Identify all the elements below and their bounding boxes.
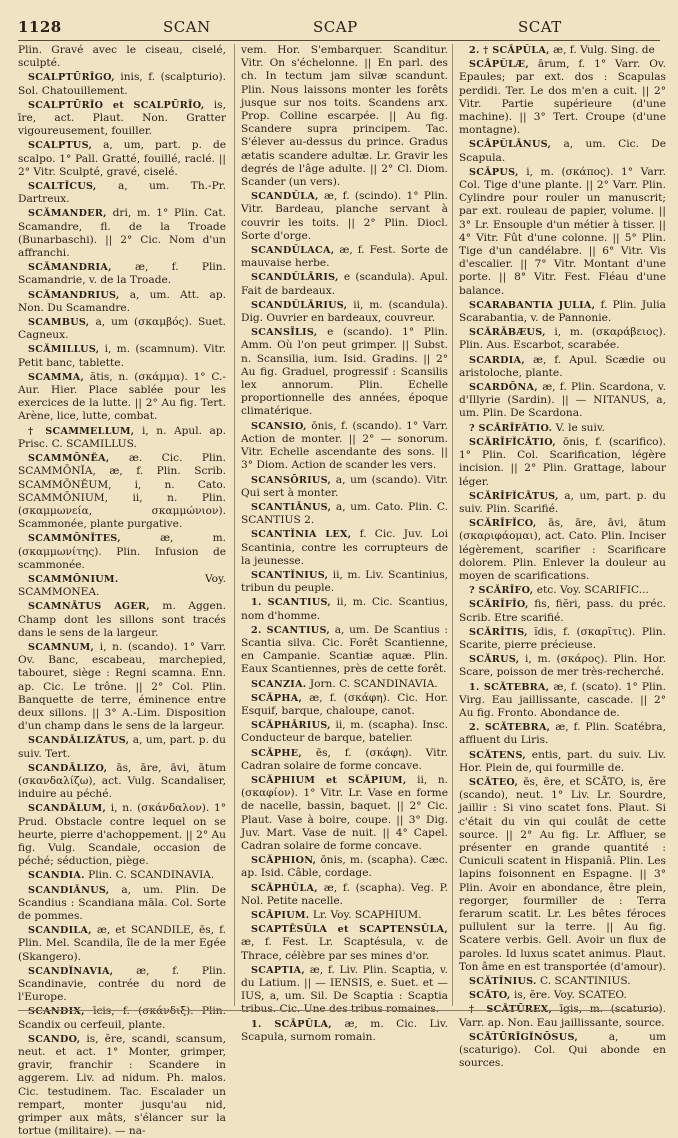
entry-headword: SCANDILA, (28, 925, 92, 937)
entry-headword: SCANSŌRIUS, (251, 474, 332, 486)
dictionary-entry (241, 692, 448, 718)
entry-definition: ōnis, f. (scarifico). 1° Plin. Col. Scarification, légère incision. || 2° Plin. Grattage, labour léger. (459, 435, 666, 488)
entry-definition: īgis, m. (scaturio). Varr. ap. Non. Eau jaillissante, source. (459, 1003, 666, 1029)
dictionary-entry (18, 139, 226, 179)
entry-headword: SCĂMILLUS, (28, 344, 100, 356)
entry-definition: e (scando). 1° Plin. Amm. Où l'on peut grimper. || Subst. n. Scansilia, ium. Isid. Gradins. || 2° Au fig. Graduel, progressif : Scansilis lex annorum. Plin. Echelle proportionnelle des années, époque climatérique. (241, 326, 448, 418)
entry-definition: æ, f. (scapha). Veg. P. Nol. Petite nacelle. (241, 881, 448, 907)
entry-headword: SCĀTO, (469, 990, 511, 1002)
entry-definition: fis, fiĕri, pass. du préc. Scrib. Etre scarifié. (459, 598, 666, 624)
dictionary-entry (18, 573, 226, 599)
entry-headword: 2. SCANTIUS, (251, 624, 330, 636)
entry-definition: i, m. (σκάρος). Plin. Hor. Scare, poisson de mer très-recherché. (459, 653, 667, 679)
dictionary-entry (459, 681, 666, 721)
dictionary-entry (241, 964, 448, 1017)
dictionary-entry (459, 436, 666, 489)
column-1 (18, 44, 227, 1138)
dictionary-entry (459, 584, 666, 597)
dictionary-entry (459, 626, 666, 652)
entry-headword: SCĂTENS, (469, 749, 527, 761)
dictionary-entry (459, 975, 666, 988)
entry-headword: SCARABANTIA JULIA, (469, 299, 596, 311)
running-head-middle: SCAP (313, 18, 358, 36)
dictionary-entry (459, 1031, 666, 1071)
dictionary-entry (459, 138, 666, 164)
entry-definition: a, um (σκαμβός). Suet. Cagneux. (18, 316, 227, 342)
entry-headword: SCANDŬLACA, (251, 245, 335, 257)
dictionary-entry (18, 44, 226, 70)
entry-headword: SCANTIĀNUS, (251, 501, 332, 513)
entry-definition: a, um. Cato. Plin. C. SCANTIUS 2. (241, 500, 448, 527)
entry-definition: æ, f. Liv. Plin. Scaptia, v. du Latium. || — IENSIS, e. Suet. et — IUS, a, um. Sil. De Scaptia : Scaptia tribus. Cic. Une des tribus romaines. (241, 963, 448, 1016)
dictionary-entry (18, 532, 226, 572)
entry-definition: æ, et SCANDILE, ēs, f. Plin. Mel. Scandila, île de la mer Egée (Skangero). (18, 924, 226, 963)
entry-headword: SCĂMANDRIA, (28, 262, 112, 274)
dictionary-entry (241, 44, 448, 189)
entry-definition: a, um, part. p. de scalpo. 1° Pall. Gratté, fouillé, raclé. || 2° Vitr. Sculpté, gravé, ciselé. (18, 139, 226, 178)
page-number: 1128 (18, 18, 62, 36)
dictionary-entry (241, 923, 448, 963)
dictionary-entry (241, 624, 448, 677)
entry-headword: SCALPTUS, (28, 140, 93, 152)
entry-headword: 1. SCANTIUS, (251, 597, 332, 609)
entry-headword: SCĀTŪRĪGĬNŌSUS, (469, 1031, 578, 1043)
dictionary-entry (459, 354, 666, 380)
dictionary-entry (241, 678, 448, 691)
entry-definition: i, m. (scamnum). Vitr. Petit banc, tablette. (18, 343, 227, 369)
entry-headword: SCAMMŌNIUM. (28, 573, 119, 585)
entry-definition: ēs, f. (σκάφη). Vitr. Cadran solaire de forme concave. (241, 746, 448, 772)
entry-definition: a, um (scando). Vitr. Qui sert à monter. (241, 473, 448, 499)
entry-headword: SCĂPHA, (251, 692, 303, 704)
dictionary-entry (18, 924, 226, 964)
dictionary-entry (18, 802, 226, 868)
entry-headword: SCĂPHE, (251, 747, 303, 759)
dictionary-entry (18, 869, 226, 882)
dictionary-entry (459, 776, 666, 974)
dictionary-entry (241, 747, 448, 773)
entry-definition: dri, m. 1° Plin. Cat. Scamandre, fl. de la Troade (Bunarbaschi). || 2° Cic. Nom d'un affranchi. (18, 207, 226, 260)
entry-headword: SCANDŬLĀRIS, (251, 272, 339, 284)
dictionary-entry (18, 261, 226, 287)
entry-headword: SCALPTŪRĪO et SCALPŪRĪO, (28, 99, 205, 111)
dictionary-entry (459, 326, 666, 352)
entry-definition: ii, m. (scandula). Dig. Ouvrier en bardeaux, couvreur. (241, 298, 448, 325)
entry-headword: SCANDĬNAVIA, (28, 965, 114, 977)
entry-definition: f. Plin. Julia Scarabantia, v. de Pannonie. (459, 298, 667, 325)
entry-definition: a, um. Att. ap. Non. Du Scamandre. (18, 288, 226, 314)
entry-definition: a, um (scaturigo). Col. Qui abonde en sources. (459, 1030, 666, 1070)
dictionary-entry (459, 422, 666, 435)
dictionary-entry (241, 271, 448, 297)
dictionary-entry (241, 596, 448, 622)
dictionary-entry (459, 1003, 666, 1029)
dictionary-entry (18, 99, 226, 139)
dictionary-entry (241, 190, 448, 243)
entry-definition: is, īre, act. Plaut. Non. Gratter vigoureusement, fouiller. (18, 98, 226, 138)
entry-headword: SCANDĂLUM, (28, 803, 107, 815)
dictionary-entry (459, 517, 666, 583)
entry-definition: Plin. Gravé avec le ciseau, ciselé, sculpté. (18, 44, 226, 70)
entry-headword: SCĂRĪFĬCO, (469, 518, 537, 530)
dictionary-entry (18, 600, 226, 640)
entry-headword: SCĂPHIUM et SCĂPIUM, (251, 774, 407, 786)
entry-definition: æ, f. Plin. Scamandrie, v. de la Troade. (18, 261, 226, 287)
entry-headword: SCĂTEO, (469, 776, 519, 788)
entry-definition: ārum, f. 1° Varr. Ov. Epaules; par ext. dos : Scapulas perdidi. Ter. Le dos m'en a cuit. || 2° Vitr. Partie supérieure (d'une machine). || 3° Tert. Croupe (d'une montagne). (459, 58, 666, 137)
dictionary-entry (18, 71, 226, 97)
entry-headword: SCANZIA. (251, 678, 307, 690)
entry-definition: ōnis, m. (scapha). Cæc. ap. Isid. Câble, cordage. (241, 854, 449, 880)
dictionary-entry (459, 381, 666, 421)
dictionary-entry (459, 989, 666, 1002)
entry-headword: ? SCĂRĪFO, (469, 585, 534, 597)
dictionary-entry (18, 343, 226, 369)
entry-definition: etc. Voy. SCARIFIC... (536, 584, 649, 597)
entry-definition: ās, āre, āvi, ātum (σκαριφάομαι), act. Cato. Plin. Inciser légèrement, scarifier : Scarificare dolorem. Plin. Enlever la douleur au moyen de scarifications. (459, 517, 666, 582)
entry-headword: SCANTĬNIUS, (251, 569, 329, 581)
entry-headword: SCANDŬLĀRIUS, (251, 299, 348, 311)
dictionary-entry (241, 1018, 448, 1044)
entry-definition: Lr. Voy. SCAPHIUM. (312, 909, 422, 921)
entry-headword: SCĀPIUM. (251, 910, 310, 921)
column-3 (452, 44, 667, 1070)
dictionary-entry (18, 289, 226, 315)
entry-definition: æ, f. Apul. Scædie ou aristoloche, plante. (459, 353, 666, 379)
entry-definition: ătis, n. (σκάμμα). 1° C.-Aur. Hier. Place sablée pour les exercices de la lutte. || 2° Au fig. Tert. Arène, lice, lutte, combat. (18, 370, 227, 423)
entry-definition: a, um. Plin. De Scandius : Scandiana māla. Col. Sorte de pommes. (18, 883, 226, 922)
entry-headword: SCĂPHŬLA, (251, 882, 318, 894)
dictionary-entry (459, 721, 666, 747)
entry-definition: æ, f. Plin. Scardona, v. d'Illyrie (Sardin). || — NITANUS, a, um. Plin. De Scardona. (459, 381, 666, 420)
header-rule (18, 40, 660, 41)
entry-headword: SCĂRĪFĪO, (469, 599, 529, 611)
dictionary-entry (459, 58, 666, 137)
entry-headword: SCANDĀLIZĀTUS, (28, 735, 130, 747)
entry-definition: vem. Hor. S'embarquer. Scanditur. Vitr. On s'échelonne. || En parl. des ch. In tectum jam silvæ scandunt. Plin. Nous laissons monter les forêts jusque sur nos toits. Scandens arx. Prop. Colline escarpée. || Au fig. Scandere supra principem. Tac. S'élever au-dessus du prince. Gradus ætatis scandere adultæ. Lr. Gravir les degrés de l'âge adulte. || 2° Cl. Diom. Scander (un vers). (241, 44, 448, 189)
dictionary-entry (18, 641, 226, 733)
entry-headword: SCANDIX, (28, 1006, 85, 1018)
entry-headword: SCALPTŪRĪGO, (28, 72, 115, 84)
entry-definition: ōnis, f. (scando). 1° Varr. Action de monter. || 2° — sonorum. Vitr. Echelle ascendante des sons. || 3° Diom. Action de scander les vers. (241, 419, 449, 472)
entry-headword: SCARDIA, (469, 354, 525, 366)
entry-headword: SCAMMA, (28, 371, 85, 383)
dictionary-entry (459, 299, 666, 325)
entry-definition: m. Aggen. Champ dont les sillons sont tracés dans le sens de la largeur. (18, 600, 226, 639)
entry-definition: entis, part. du suiv. Liv. Hor. Plein de, qui fourmille de. (459, 748, 666, 774)
entry-definition: f. Cic. Juv. Loi Scantinia, contre les corrupteurs de la jeunesse. (241, 528, 448, 567)
entry-headword: SCĂRĪFĬCĀTUS, (469, 490, 559, 502)
entry-headword: SCANDŬLA, (251, 191, 319, 203)
entry-definition: i, n. Apul. ap. Prisc. C. SCAMILLUS. (18, 424, 226, 450)
entry-headword: SCĂRĪFĬCĀTIO, (469, 436, 556, 448)
entry-definition: C. SCANTINIUS. (540, 975, 631, 988)
footer-rule (18, 1010, 660, 1011)
entry-definition: ās, āre, āvi, ātum (σκανδαλίζω), act. Vulg. Scandaliser, induire au péché. (18, 761, 226, 801)
dictionary-entry (241, 501, 448, 527)
entry-definition: i, m. (σκάπος). 1° Varr. Col. Tige d'une plante. || 2° Varr. Plin. Cylindre pour rouler un manuscrit; par ext. rouleau de papier, volume. || 3° Lr. Ensouple d'un métier à tisser. || 4° Vitr. Fût d'une colonne. || 5° Plin. Tige d'un candélabre. || 6° Vitr. Vis d'escalier. || 7° Vitr. Montant d'une porte. || 8° Vitr. Fest. Fléau d'une balance. (459, 165, 666, 297)
dictionary-entry (241, 719, 448, 745)
entry-definition: is, ĕre, scandi, scansum, neut. et act. 1° Monter, grimper, gravir, franchir : Scandere in aggerem. Liv. ad nidum. Ph. malos. Cic. testudinem. Tac. Escalader un rempart, monter jusqu'au nid, grimper aux mâts, s'élancer sur la tortue (militaire). — na- (18, 1032, 226, 1138)
entry-headword: SCĀPŬLÆ, (469, 59, 529, 71)
dictionary-entry (241, 909, 448, 922)
entry-headword: † SCAMMELLUM, (28, 425, 135, 437)
dictionary-entry (241, 326, 448, 418)
entry-headword: SCALTĪCUS, (28, 181, 97, 193)
entry-definition: ĭdis, f. (σκαρῖτις). Plin. Scarite, pierre précieuse. (459, 625, 666, 651)
dictionary-entry (241, 854, 448, 880)
dictionary-entry (241, 882, 448, 908)
entry-definition: æ, f. Fest. Sorte de mauvaise herbe. (241, 244, 448, 270)
dictionary-entry (241, 528, 448, 568)
dictionary-entry (18, 762, 226, 802)
dictionary-entry (241, 244, 448, 270)
entry-definition: a, um. De Scantius : Scantia silva. Cic. Forêt Scantienne, en Campanie. Scantiæ aquæ. Plin. Eaux Scantiennes, près de cette forêt. (241, 623, 448, 676)
dictionary-entry (241, 299, 448, 325)
entry-headword: SCĂRUS, (469, 654, 520, 666)
dictionary-entry (18, 452, 226, 531)
dictionary-entry (18, 734, 226, 760)
entry-headword: 2. † SCĀPŬLA, (469, 45, 550, 56)
entry-headword: SCANDĀLIZO, (28, 762, 108, 774)
dictionary-entry (18, 965, 226, 1005)
entry-definition: æ, f. Fest. Lr. Scaptésula, v. de Thrace, célèbre par ses mines d'or. (241, 936, 448, 962)
dictionary-columns (18, 44, 667, 1138)
entry-definition: a, um, part. p. du suiv. Plin. Scarifié. (459, 489, 666, 515)
entry-definition: ii, m. (scapha). Insc. Conducteur de barque, batelier. (241, 719, 448, 745)
entry-headword: SCANDIĀNUS, (28, 884, 110, 896)
entry-headword: SCANSIO, (251, 420, 307, 432)
entry-definition: æ. Cic. Plin. SCAMMŌNĬA, æ, f. Plin. Scrib. SCAMMŌNĔUM, i, n. Cato. SCAMMŌNIUM, ii, n. Plin. (σκαμμωνεία, σκαμμώνιον). Scammonée, plante purgative. (18, 452, 226, 531)
entry-headword: SCĂRĀBÆUS, (469, 327, 546, 339)
entry-definition: æ, f. (scato). 1° Plin. Virg. Eau jaillissante, cascade. || 2° Au fig. Fronto. Abondance de. (459, 680, 666, 719)
dictionary-entry (459, 44, 666, 57)
dictionary-entry (459, 490, 666, 516)
entry-headword: SCĂRĪTIS, (469, 626, 528, 638)
dictionary-entry (241, 774, 448, 853)
column-2 (234, 44, 449, 1043)
entry-headword: SCAMNĀTUS AGER, (28, 601, 150, 613)
entry-definition: æ, f. Plin. Scatébra, affluent du Liris. (459, 721, 666, 747)
dictionary-entry (18, 207, 226, 260)
dictionary-entry (18, 1033, 226, 1138)
dictionary-entry (18, 425, 226, 451)
dictionary-entry (459, 166, 666, 298)
entry-definition: a, um. Cic. De Scapula. (459, 138, 666, 164)
entry-headword: SCANTĬNIA LEX, (251, 529, 352, 541)
dictionary-entry (241, 569, 448, 595)
entry-definition: a, um. Th.-Pr. Dartreux. (18, 180, 226, 206)
entry-definition: æ, f. (scindo). 1° Plin. Vitr. Bardeau, planche servant à couvrir les toits. || 2° Plin. Diocl. Sorte d'orge. (241, 190, 448, 242)
entry-definition: æ, f. Plin. Scandinavie, contrée du nord de l'Europe. (18, 964, 226, 1004)
dictionary-entry (18, 316, 226, 342)
entry-headword: SCARDŌNA, (469, 382, 538, 394)
entry-headword: 2. SCĂTEBRA, (469, 722, 551, 734)
entry-definition: V. le suiv. (555, 421, 605, 434)
entry-definition: ii, m. Liv. Scantinius, tribun du peuple. (241, 568, 448, 595)
entry-headword: SCANDO, (28, 1033, 81, 1045)
entry-headword: SCĂPHION, (251, 855, 317, 867)
entry-headword: SCANDIA. (28, 870, 85, 882)
running-head-right: SCAT (518, 18, 562, 36)
entry-headword: ? SCĂRĪFĀTIO. (469, 422, 553, 434)
entry-definition: ii, n. (σκαφίον). 1° Vitr. Lr. Vase en forme de nacelle, bassin, baquet. || 2° Cic. Plaut. Vase à boire, coupe. || 3° Dig. Juv. Mart. Vase de nuit. || 4° Capel. Cadran solaire de forme concave. (241, 773, 449, 852)
entry-headword: SCĂPHĀRIUS, (251, 720, 331, 732)
entry-headword: SCĀPŬLĀNUS, (469, 139, 552, 151)
entry-definition: Jorn. C. SCANDINAVIA. (309, 677, 438, 690)
entry-definition: i, m. (σκαράβειος). Plin. Aus. Escarbot, scarabée. (459, 326, 666, 352)
entry-definition: ēs, ēre, et SCĀTO, is, ĕre (scando), neut. 1° Liv. Lr. Sourdre, jaillir : Si vino scatet fons. Plaut. Si c'était du vin qui coulât de cette source. || 2° Au fig. Lr. Affluer, se présenter en grande quantité : Cuniculi scatent in Hispaniâ. Plin. Les lapins foisonnent en Espagne. || 3° Plin. Avoir en abondance, être plein, regorger, fourmiller de : Terra ferarum scatit. Lr. Les bêtes féroces pullulent sur la terre. || Au fig. Scatere verbis. Gell. Avoir un flux de paroles. Id luxus scatet animus. Plaut. Ton âme en est transportée (d'amour). (459, 775, 666, 973)
running-head-left: SCAN (163, 18, 211, 36)
dictionary-entry (459, 598, 666, 624)
dictionary-entry (18, 371, 226, 424)
entry-headword: SCĂMANDRIUS, (28, 289, 120, 301)
entry-definition: a, um, part. p. du suiv. Tert. (18, 734, 226, 760)
dictionary-entry (18, 180, 226, 206)
entry-headword: † SCĀTŪREX, (469, 1004, 553, 1016)
entry-headword: SCĂTĪNIUS. (469, 976, 537, 988)
entry-headword: SCAMMŌNĔA, (28, 453, 110, 465)
entry-headword: SCAPTĒSŬLA et SCAPTENSŬLA, (251, 924, 448, 936)
entry-headword: SCAMNUM, (28, 641, 95, 653)
entry-headword: SCAPTIA, (251, 964, 306, 976)
dictionary-entry (459, 749, 666, 775)
entry-definition: æ, m. Cic. Liv. Scapula, surnom romain. (241, 1017, 449, 1043)
entry-headword: 1. SCĂTEBRA, (469, 681, 550, 693)
dictionary-entry (18, 884, 226, 924)
entry-definition: is, ĕre. Voy. SCATEO. (513, 989, 627, 1002)
entry-definition: Plin. C. SCANDINAVIA. (88, 869, 215, 882)
entry-headword: SCANSĪLIS, (251, 327, 318, 339)
dictionary-entry (241, 474, 448, 500)
entry-definition: inis, f. (scalpturio). Sol. Chatouillement. (18, 71, 226, 97)
entry-definition: i, n. (σκάνδαλον). 1° Prud. Obstacle contre lequel on se heurte, pierre d'achoppement. || 2° Au fig. Vulg. Scandale, occasion de péché; séduction, piège. (18, 802, 226, 868)
entry-definition: īcis, f. (σκάνδιξ). Plin. Scandix ou cerfeuil, plante. (18, 1005, 226, 1031)
entry-definition: æ, f. (σκάφη). Cic. Hor. Esquif, barque, chaloupe, canot. (241, 691, 448, 717)
dictionary-entry (241, 420, 448, 473)
entry-definition: ii, m. Cic. Scantius, nom d'homme. (241, 596, 448, 622)
entry-headword: 1. SCĀPŬLA, (251, 1018, 332, 1030)
page-header (18, 18, 660, 40)
entry-definition: æ, f. Vulg. Sing. de (553, 44, 655, 56)
entry-definition: Voy. SCAMMONEA. (18, 572, 226, 599)
entry-definition: i, n. (scando). 1° Varr. Ov. Banc, escabeau, marchepied, tabouret, siège : Regni scamna. Enn. ap. Cic. Le trône. || 2° Col. Plin. Banquette de terre, éminence entre deux sillons. || 3° A.-Lim. Disposition d'un champ dans le sens de la largeur. (18, 640, 226, 733)
entry-headword: SCAMBUS, (28, 317, 90, 329)
dictionary-entry (459, 653, 666, 679)
entry-definition: e (scandula). Apul. Fait de bardeaux. (241, 271, 449, 297)
entry-headword: SCĀPUS, (469, 166, 519, 178)
entry-headword: SCĂMANDER, (28, 208, 107, 220)
entry-definition: æ, m. (σκαμμωνίτης). Plin. Infusion de scammonée. (18, 532, 227, 571)
entry-headword: SCAMMŌNĪTES, (28, 533, 121, 545)
